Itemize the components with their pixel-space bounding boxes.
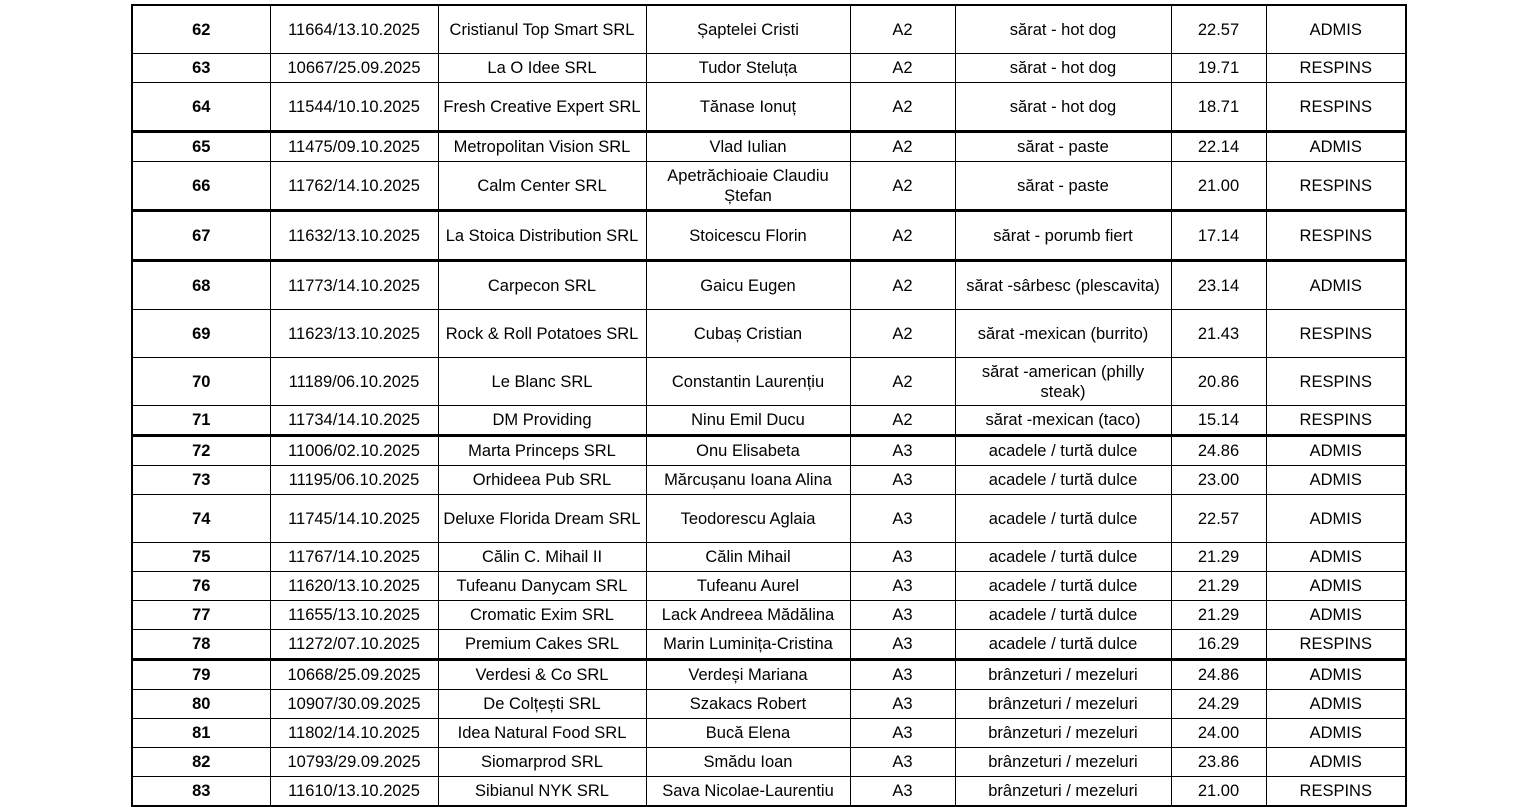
score-value: 24.86 bbox=[1171, 660, 1266, 690]
table-row bbox=[132, 543, 1406, 572]
representative-name: Marin Luminița-Cristina bbox=[646, 630, 850, 660]
registration-number: 11734/14.10.2025 bbox=[270, 406, 438, 436]
status-label: ADMIS bbox=[1266, 436, 1406, 466]
representative-name: Tănase Ionuț bbox=[646, 83, 850, 132]
product-type: brânzeturi / mezeluri bbox=[955, 777, 1171, 807]
status-label: RESPINS bbox=[1266, 406, 1406, 436]
registration-number: 10668/25.09.2025 bbox=[270, 660, 438, 690]
registration-number: 11272/07.10.2025 bbox=[270, 630, 438, 660]
row-number: 66 bbox=[132, 162, 270, 211]
representative-name: Ninu Emil Ducu bbox=[646, 406, 850, 436]
row-number: 67 bbox=[132, 211, 270, 261]
score-value: 22.57 bbox=[1171, 5, 1266, 54]
table-row bbox=[132, 690, 1406, 719]
table-row bbox=[132, 54, 1406, 83]
registration-number: 11655/13.10.2025 bbox=[270, 601, 438, 630]
row-number: 70 bbox=[132, 358, 270, 406]
score-value: 20.86 bbox=[1171, 358, 1266, 406]
category-code: A3 bbox=[850, 748, 955, 777]
company-name: Cristianul Top Smart SRL bbox=[438, 5, 646, 54]
status-label: ADMIS bbox=[1266, 660, 1406, 690]
category-code: A2 bbox=[850, 54, 955, 83]
registration-number: 11623/13.10.2025 bbox=[270, 310, 438, 358]
table-row bbox=[132, 358, 1406, 406]
status-label: RESPINS bbox=[1266, 54, 1406, 83]
status-label: ADMIS bbox=[1266, 495, 1406, 543]
product-type: sărat - paste bbox=[955, 132, 1171, 162]
table-row bbox=[132, 5, 1406, 54]
company-name: De Colțești SRL bbox=[438, 690, 646, 719]
product-type: sărat -sârbesc (plescavita) bbox=[955, 261, 1171, 310]
category-code: A2 bbox=[850, 261, 955, 310]
table-row bbox=[132, 310, 1406, 358]
company-name: Orhideea Pub SRL bbox=[438, 466, 646, 495]
product-type: sărat - hot dog bbox=[955, 83, 1171, 132]
registration-number: 11006/02.10.2025 bbox=[270, 436, 438, 466]
company-name: Siomarprod SRL bbox=[438, 748, 646, 777]
category-code: A2 bbox=[850, 310, 955, 358]
status-label: RESPINS bbox=[1266, 211, 1406, 261]
score-value: 21.29 bbox=[1171, 601, 1266, 630]
table-row bbox=[132, 132, 1406, 162]
product-type: acadele / turtă dulce bbox=[955, 436, 1171, 466]
category-code: A3 bbox=[850, 719, 955, 748]
registration-number: 11632/13.10.2025 bbox=[270, 211, 438, 261]
table-row bbox=[132, 719, 1406, 748]
registration-number: 11189/06.10.2025 bbox=[270, 358, 438, 406]
row-number: 77 bbox=[132, 601, 270, 630]
representative-name: Bucă Elena bbox=[646, 719, 850, 748]
status-label: RESPINS bbox=[1266, 777, 1406, 807]
status-label: ADMIS bbox=[1266, 466, 1406, 495]
category-code: A2 bbox=[850, 358, 955, 406]
representative-name: Onu Elisabeta bbox=[646, 436, 850, 466]
category-code: A3 bbox=[850, 630, 955, 660]
status-label: ADMIS bbox=[1266, 748, 1406, 777]
registration-number: 11802/14.10.2025 bbox=[270, 719, 438, 748]
status-label: ADMIS bbox=[1266, 601, 1406, 630]
category-code: A2 bbox=[850, 211, 955, 261]
representative-name: Cubaș Cristian bbox=[646, 310, 850, 358]
category-code: A2 bbox=[850, 83, 955, 132]
row-number: 80 bbox=[132, 690, 270, 719]
company-name: Premium Cakes SRL bbox=[438, 630, 646, 660]
status-label: RESPINS bbox=[1266, 630, 1406, 660]
company-name: Carpecon SRL bbox=[438, 261, 646, 310]
table-row bbox=[132, 601, 1406, 630]
status-label: ADMIS bbox=[1266, 690, 1406, 719]
table-row bbox=[132, 261, 1406, 310]
product-type: sărat - paste bbox=[955, 162, 1171, 211]
company-name: Le Blanc SRL bbox=[438, 358, 646, 406]
table-row bbox=[132, 466, 1406, 495]
registration-number: 11745/14.10.2025 bbox=[270, 495, 438, 543]
registration-number: 10907/30.09.2025 bbox=[270, 690, 438, 719]
company-name: Idea Natural Food SRL bbox=[438, 719, 646, 748]
representative-name: Tufeanu Aurel bbox=[646, 572, 850, 601]
category-code: A3 bbox=[850, 777, 955, 807]
representative-name: Tudor Steluța bbox=[646, 54, 850, 83]
row-number: 79 bbox=[132, 660, 270, 690]
status-label: ADMIS bbox=[1266, 5, 1406, 54]
row-number: 69 bbox=[132, 310, 270, 358]
registration-number: 11475/09.10.2025 bbox=[270, 132, 438, 162]
score-value: 21.43 bbox=[1171, 310, 1266, 358]
company-name: Calm Center SRL bbox=[438, 162, 646, 211]
row-number: 63 bbox=[132, 54, 270, 83]
product-type: brânzeturi / mezeluri bbox=[955, 719, 1171, 748]
score-value: 18.71 bbox=[1171, 83, 1266, 132]
category-code: A3 bbox=[850, 601, 955, 630]
status-label: ADMIS bbox=[1266, 261, 1406, 310]
score-value: 22.14 bbox=[1171, 132, 1266, 162]
company-name: Marta Princeps SRL bbox=[438, 436, 646, 466]
row-number: 62 bbox=[132, 5, 270, 54]
score-value: 16.29 bbox=[1171, 630, 1266, 660]
row-number: 73 bbox=[132, 466, 270, 495]
row-number: 65 bbox=[132, 132, 270, 162]
representative-name: Smădu Ioan bbox=[646, 748, 850, 777]
representative-name: Mărcușanu Ioana Alina bbox=[646, 466, 850, 495]
category-code: A3 bbox=[850, 543, 955, 572]
score-value: 21.29 bbox=[1171, 543, 1266, 572]
table-row bbox=[132, 630, 1406, 660]
product-type: sărat -mexican (taco) bbox=[955, 406, 1171, 436]
company-name: Călin C. Mihail II bbox=[438, 543, 646, 572]
representative-name: Sava Nicolae-Laurentiu bbox=[646, 777, 850, 807]
category-code: A3 bbox=[850, 660, 955, 690]
product-type: acadele / turtă dulce bbox=[955, 572, 1171, 601]
representative-name: Apetrăchioaie Claudiu Ștefan bbox=[646, 162, 850, 211]
registration-number: 11620/13.10.2025 bbox=[270, 572, 438, 601]
company-name: DM Providing bbox=[438, 406, 646, 436]
table-row bbox=[132, 211, 1406, 261]
category-code: A3 bbox=[850, 436, 955, 466]
product-type: sărat -american (philly steak) bbox=[955, 358, 1171, 406]
registration-number: 11195/06.10.2025 bbox=[270, 466, 438, 495]
score-value: 23.86 bbox=[1171, 748, 1266, 777]
company-name: La Stoica Distribution SRL bbox=[438, 211, 646, 261]
product-type: sărat - hot dog bbox=[955, 54, 1171, 83]
category-code: A3 bbox=[850, 690, 955, 719]
status-label: ADMIS bbox=[1266, 543, 1406, 572]
company-name: Deluxe Florida Dream SRL bbox=[438, 495, 646, 543]
table-row bbox=[132, 162, 1406, 211]
registration-number: 11544/10.10.2025 bbox=[270, 83, 438, 132]
row-number: 74 bbox=[132, 495, 270, 543]
registration-number: 11762/14.10.2025 bbox=[270, 162, 438, 211]
category-code: A2 bbox=[850, 5, 955, 54]
row-number: 83 bbox=[132, 777, 270, 807]
company-name: Fresh Creative Expert SRL bbox=[438, 83, 646, 132]
score-value: 21.00 bbox=[1171, 777, 1266, 807]
product-type: brânzeturi / mezeluri bbox=[955, 690, 1171, 719]
category-code: A2 bbox=[850, 406, 955, 436]
row-number: 76 bbox=[132, 572, 270, 601]
score-value: 17.14 bbox=[1171, 211, 1266, 261]
table-row bbox=[132, 83, 1406, 132]
score-value: 23.00 bbox=[1171, 466, 1266, 495]
company-name: La O Idee SRL bbox=[438, 54, 646, 83]
score-value: 24.86 bbox=[1171, 436, 1266, 466]
score-value: 24.29 bbox=[1171, 690, 1266, 719]
row-number: 81 bbox=[132, 719, 270, 748]
category-code: A2 bbox=[850, 132, 955, 162]
row-number: 71 bbox=[132, 406, 270, 436]
registration-number: 10667/25.09.2025 bbox=[270, 54, 438, 83]
row-number: 82 bbox=[132, 748, 270, 777]
row-number: 64 bbox=[132, 83, 270, 132]
table-row bbox=[132, 572, 1406, 601]
registration-number: 11767/14.10.2025 bbox=[270, 543, 438, 572]
row-number: 78 bbox=[132, 630, 270, 660]
company-name: Sibianul NYK SRL bbox=[438, 777, 646, 807]
representative-name: Vlad Iulian bbox=[646, 132, 850, 162]
company-name: Metropolitan Vision SRL bbox=[438, 132, 646, 162]
product-type: sărat -mexican (burrito) bbox=[955, 310, 1171, 358]
category-code: A3 bbox=[850, 572, 955, 601]
representative-name: Gaicu Eugen bbox=[646, 261, 850, 310]
product-type: sărat - hot dog bbox=[955, 5, 1171, 54]
status-label: ADMIS bbox=[1266, 132, 1406, 162]
status-label: ADMIS bbox=[1266, 572, 1406, 601]
status-label: RESPINS bbox=[1266, 310, 1406, 358]
representative-name: Călin Mihail bbox=[646, 543, 850, 572]
representative-name: Șaptelei Cristi bbox=[646, 5, 850, 54]
status-label: RESPINS bbox=[1266, 162, 1406, 211]
product-type: acadele / turtă dulce bbox=[955, 466, 1171, 495]
company-name: Rock & Roll Potatoes SRL bbox=[438, 310, 646, 358]
category-code: A3 bbox=[850, 466, 955, 495]
category-code: A2 bbox=[850, 162, 955, 211]
company-name: Tufeanu Danycam SRL bbox=[438, 572, 646, 601]
registration-number: 11773/14.10.2025 bbox=[270, 261, 438, 310]
product-type: acadele / turtă dulce bbox=[955, 601, 1171, 630]
status-label: ADMIS bbox=[1266, 719, 1406, 748]
company-name: Verdesi & Co SRL bbox=[438, 660, 646, 690]
category-code: A3 bbox=[850, 495, 955, 543]
representative-name: Teodorescu Aglaia bbox=[646, 495, 850, 543]
representative-name: Lack Andreea Mădălina bbox=[646, 601, 850, 630]
registration-number: 10793/29.09.2025 bbox=[270, 748, 438, 777]
registration-number: 11610/13.10.2025 bbox=[270, 777, 438, 807]
row-number: 75 bbox=[132, 543, 270, 572]
representative-name: Stoicescu Florin bbox=[646, 211, 850, 261]
score-value: 22.57 bbox=[1171, 495, 1266, 543]
score-value: 24.00 bbox=[1171, 719, 1266, 748]
registration-number: 11664/13.10.2025 bbox=[270, 5, 438, 54]
table-row bbox=[132, 406, 1406, 436]
product-type: acadele / turtă dulce bbox=[955, 495, 1171, 543]
product-type: acadele / turtă dulce bbox=[955, 543, 1171, 572]
row-number: 72 bbox=[132, 436, 270, 466]
score-value: 15.14 bbox=[1171, 406, 1266, 436]
product-type: sărat - porumb fiert bbox=[955, 211, 1171, 261]
company-name: Cromatic Exim SRL bbox=[438, 601, 646, 630]
table-row bbox=[132, 436, 1406, 466]
status-label: RESPINS bbox=[1266, 83, 1406, 132]
product-type: acadele / turtă dulce bbox=[955, 630, 1171, 660]
score-value: 21.29 bbox=[1171, 572, 1266, 601]
table-row bbox=[132, 495, 1406, 543]
representative-name: Verdeși Mariana bbox=[646, 660, 850, 690]
score-value: 21.00 bbox=[1171, 162, 1266, 211]
score-value: 19.71 bbox=[1171, 54, 1266, 83]
status-label: RESPINS bbox=[1266, 358, 1406, 406]
table-row bbox=[132, 660, 1406, 690]
table-row bbox=[132, 748, 1406, 777]
score-value: 23.14 bbox=[1171, 261, 1266, 310]
product-type: brânzeturi / mezeluri bbox=[955, 748, 1171, 777]
product-type: brânzeturi / mezeluri bbox=[955, 660, 1171, 690]
representative-name: Szakacs Robert bbox=[646, 690, 850, 719]
row-number: 68 bbox=[132, 261, 270, 310]
results-table bbox=[131, 4, 1407, 807]
representative-name: Constantin Laurențiu bbox=[646, 358, 850, 406]
